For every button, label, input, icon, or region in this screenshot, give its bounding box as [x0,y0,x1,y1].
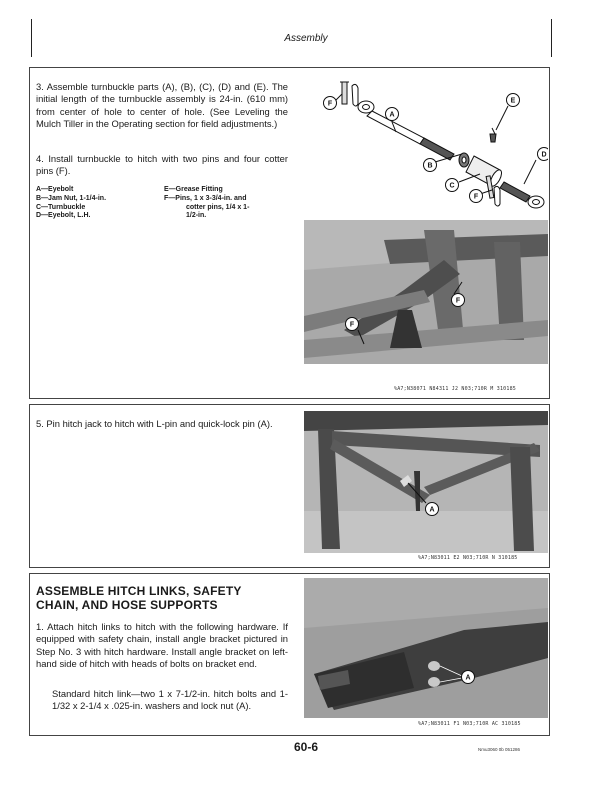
step-4-text: 4. Install turnbuckle to hitch with two pins and four cotter pins (F). [36,153,288,177]
callout-label: F [455,297,461,305]
hitch-turnbuckle-photo [304,220,548,364]
page-code: Nmu3060 0b 051286 [478,747,521,752]
hitch-link-photo [304,578,548,718]
legend-item: cotter pins, 1/4 x 1- [186,203,250,211]
section-heading-line: ASSEMBLE HITCH LINKS, SAFETY [36,584,242,598]
hitch-jack-photo [304,411,548,553]
callout-label: A [389,111,395,119]
callout-label: A [429,506,435,514]
legend-left [36,186,106,221]
section-heading [36,585,288,612]
step-5-text: 5. Pin hitch jack to hitch with L-pin and quick-lock pin (A). [36,418,273,429]
standard-hitch-link-text: Standard hitch link—two 1 x 7-1/2-in. hitch bolts and 1-1/32 x 2-1/4 x .025-in. washers and lock nut (A). [52,688,288,712]
photo-caption: %A7;N38071 N84311 J2 N03;710R M 310185 [394,386,516,392]
callout-label: C [449,182,455,190]
section-heading-line: CHAIN, AND HOSE SUPPORTS [36,597,218,612]
callout-label: D [541,151,547,159]
legend-right [164,186,249,221]
page-number: 60-6 [293,740,319,754]
photo-caption: %A7;N83011 F1 N03;710R AC 310185 [418,721,521,727]
hitch-links-section [29,573,550,736]
callout-label: E [510,97,516,105]
callout-label: F [349,321,355,329]
callout-label: F [327,100,333,108]
step-1-text: 1. Attach hitch links to hitch with the following hardware. If equipped with safety chain, install angle bracket pictured in Step No. 3 with hitch hardware. Install angle bracket on left-hand side of hitch with heads of bolts on bracket end. [36,621,288,669]
legend-item: B—Jam Nut, 1-1/4-in. [36,194,107,202]
legend-item: F—Pins, 1 x 3-3/4-in. and [164,194,247,202]
turnbuckle-section [29,67,550,399]
callout-label: B [427,162,433,170]
legend-item: D—Eyebolt, L.H. [36,212,91,220]
legend-item: C—Turnbuckle [36,203,86,211]
turnbuckle-exploded-drawing [304,74,548,214]
hitch-jack-section [29,404,550,568]
photo-caption: %A7;N83011 E2 N03;710R N 310185 [418,555,518,561]
callout-label: F [473,193,479,201]
legend-item: E—Grease Fitting [164,186,223,193]
legend-item: A—Eyebolt [36,186,74,193]
page-header-title: Assembly [284,33,328,44]
callout-label: A [465,674,471,682]
step-3-text: 3. Assemble turnbuckle parts (A), (B), (C), (D) and (E). The initial length of the turnbuckle assembly is 24-in. (610 mm) from center of hole to center of hole. (See Leveling the Mulch Tiller in the Operating section for field adjustments.) [36,81,288,129]
legend-item: 1/2-in. [186,212,207,220]
